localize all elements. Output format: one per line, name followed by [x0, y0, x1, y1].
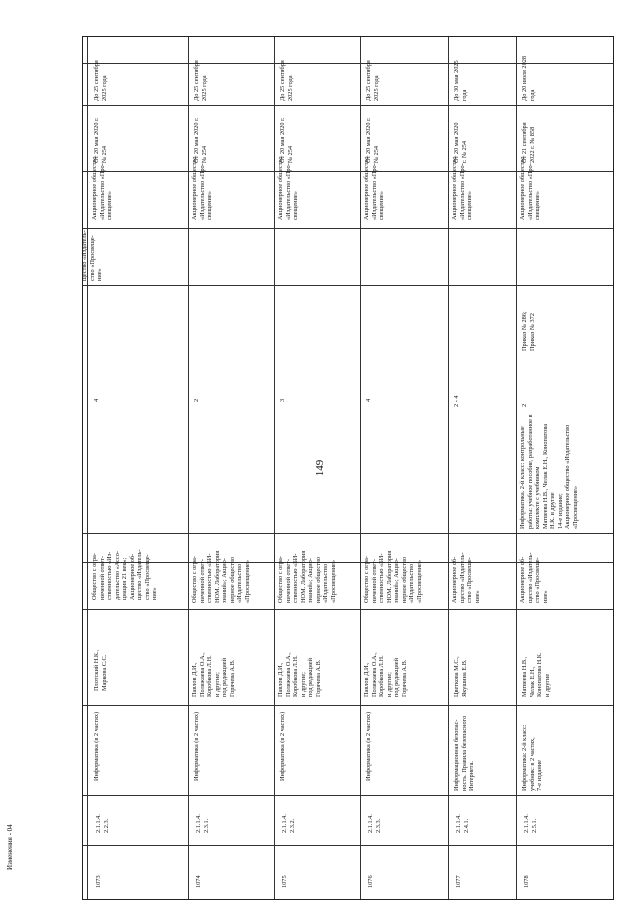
row-approval: От 20 мая 2020 г. № 254	[93, 117, 108, 163]
footer-changes: Изменения - 04	[6, 824, 14, 870]
row-grade: 3	[279, 398, 286, 402]
row-organization: Акционерное общество «Издательство «Про- свещение»	[519, 156, 541, 220]
row-grade: 4	[93, 398, 100, 402]
row-grade: 4	[365, 398, 372, 402]
row-deadline: До 25 сентября 2025 года	[279, 60, 294, 101]
row-authors: Матвеева Н.В., Челак Е.Н., Конопатова Н.К. и другие	[521, 652, 551, 697]
row-organization: Акционерное общество «Издательство «Про- свещение»	[451, 156, 473, 220]
row-title: Информационная безопас- ность. Правила безопасного Интернета.	[453, 715, 475, 791]
row-organization: Акционерное общество «Издательство «Про- свещение»	[191, 156, 213, 220]
row-publisher: Общество с огра- ниченной ответ- ственностью «Из- дательство «Ассо- циация 21 век»; Акционерное об- щество «Издатель- ство «Просвеще- ние»	[91, 549, 158, 600]
row-deadline: До 25 сентября 2025 года	[365, 60, 380, 101]
row-approval: От 20 мая 2020 г. № 254	[365, 117, 380, 163]
row-code: 2.1.1.4. 2.3.1.	[195, 814, 210, 833]
row-title: Информатика: 2-й класс: учебник: в 2 частях, 7-е издание	[521, 724, 543, 791]
row-deadline: До 20 июля 2028 года	[521, 55, 536, 101]
row-authors: Цветкова М.С., Якушина Е.В.	[453, 656, 468, 697]
row-title: Информатика (в 2 частях)	[279, 711, 286, 781]
row-approval: От 20 мая 2020 г. № 254	[193, 117, 208, 163]
row-number: 1078	[523, 875, 530, 888]
row-deadline: До 25 сентября 2025 года	[193, 60, 208, 101]
row-publisher: Общество с огра- ниченной ответ- ственностью «БИ- НОМ. Лаборатория знаний»; Акцио- нерное общество «Издательство «Просвещение»	[363, 550, 423, 603]
row-number: 1076	[367, 875, 374, 888]
row-manuals: Информатика. 2-й класс: контрольные работы: учебное пособие, разработанное в комплекте с учебником Матвеева Н.В., Челак Е.Н., Конопатова Н.К. и другие 14-е издание; Акционерное общество «Издательство «Просвещение»	[519, 414, 579, 529]
row-approval: От 20 мая 2020 г. № 254	[279, 117, 294, 163]
row-publisher: Акционерное об- щество «Издатель- ство «Просвеще- ние»	[451, 552, 481, 603]
row-deadline: До 30 мая 2025 года	[453, 60, 468, 101]
row-deadline: До 25 сентября 2025 года	[93, 60, 108, 101]
row-grade: 2 - 4	[453, 395, 460, 407]
row-order: Приказ № 286; Приказ № 372	[521, 311, 536, 351]
row-title: Информатика (в 2 частях)	[365, 711, 372, 781]
row-number: 1077	[455, 875, 462, 888]
top-publisher-fragment: щество «Издатель- ство «Просвеще- ние»	[81, 230, 103, 281]
row-code: 2.1.1.4. 2.2.3.	[95, 814, 110, 833]
row-title: Информатика (в 2 частях)	[193, 711, 200, 781]
row-number: 1074	[195, 875, 202, 888]
row-title: Информатика (в 2 частях)	[93, 711, 100, 781]
textbook-table	[82, 36, 614, 900]
row-authors: Павлов Д.И., Поляжаева О.А., Коробкова Л.Н. и другие; под редакцией Горячева А.В.	[191, 652, 236, 697]
row-publisher: Общество с огра- ниченной ответ- ственностью «БИ- НОМ. Лаборатория знаний»; Акцио- нерное общество «Издательство «Просвещение»	[277, 550, 337, 603]
row-authors: Плотский Н.К., Маркова С.С.	[93, 649, 108, 691]
row-organization: Акционерное общество «Издательство «Про- свещение»	[363, 156, 385, 220]
row-approval: От 20 мая 2020 г. № 254	[453, 122, 468, 163]
row-grade: 2	[521, 403, 528, 407]
row-code: 2.1.1.4. 2.5.1.	[523, 814, 538, 833]
row-code: 2.1.1.4. 2.4.1.	[455, 814, 470, 833]
row-code: 2.1.1.4. 2.3.2.	[281, 814, 296, 833]
row-code: 2.1.1.4. 2.3.3.	[367, 814, 382, 833]
row-approval: От 21 сентября 2022 г. № 858	[521, 122, 536, 163]
row-number: 1073	[95, 875, 102, 888]
page-number: 149	[314, 459, 326, 477]
row-authors: Павлов Д.И., Поляжаева О.А., Коробкова Л.Н. и другие; под редакцией Горячева А.В.	[363, 652, 408, 697]
row-publisher: Общество с огра- ниченной ответ- ственностью «БИ- НОМ. Лаборатория знаний»; Акцио- нерное общество «Издательство «Просвещение»	[191, 550, 251, 603]
row-organization: Акционерное общество «Издательство «Про- свещение»	[277, 156, 299, 220]
row-organization: Акционерное общество «Издательство «Про- свещение»	[91, 156, 113, 220]
row-number: 1075	[281, 875, 288, 888]
row-publisher: Акционерное об- щество «Издатель- ство «Просвеще- ние»	[519, 552, 549, 603]
row-authors: Павлов Д.И., Поляжаева О.А., Коробкова Л.Н. и другие; под редакцией Горячева А.В.	[277, 652, 322, 697]
row-grade: 2	[193, 398, 200, 402]
